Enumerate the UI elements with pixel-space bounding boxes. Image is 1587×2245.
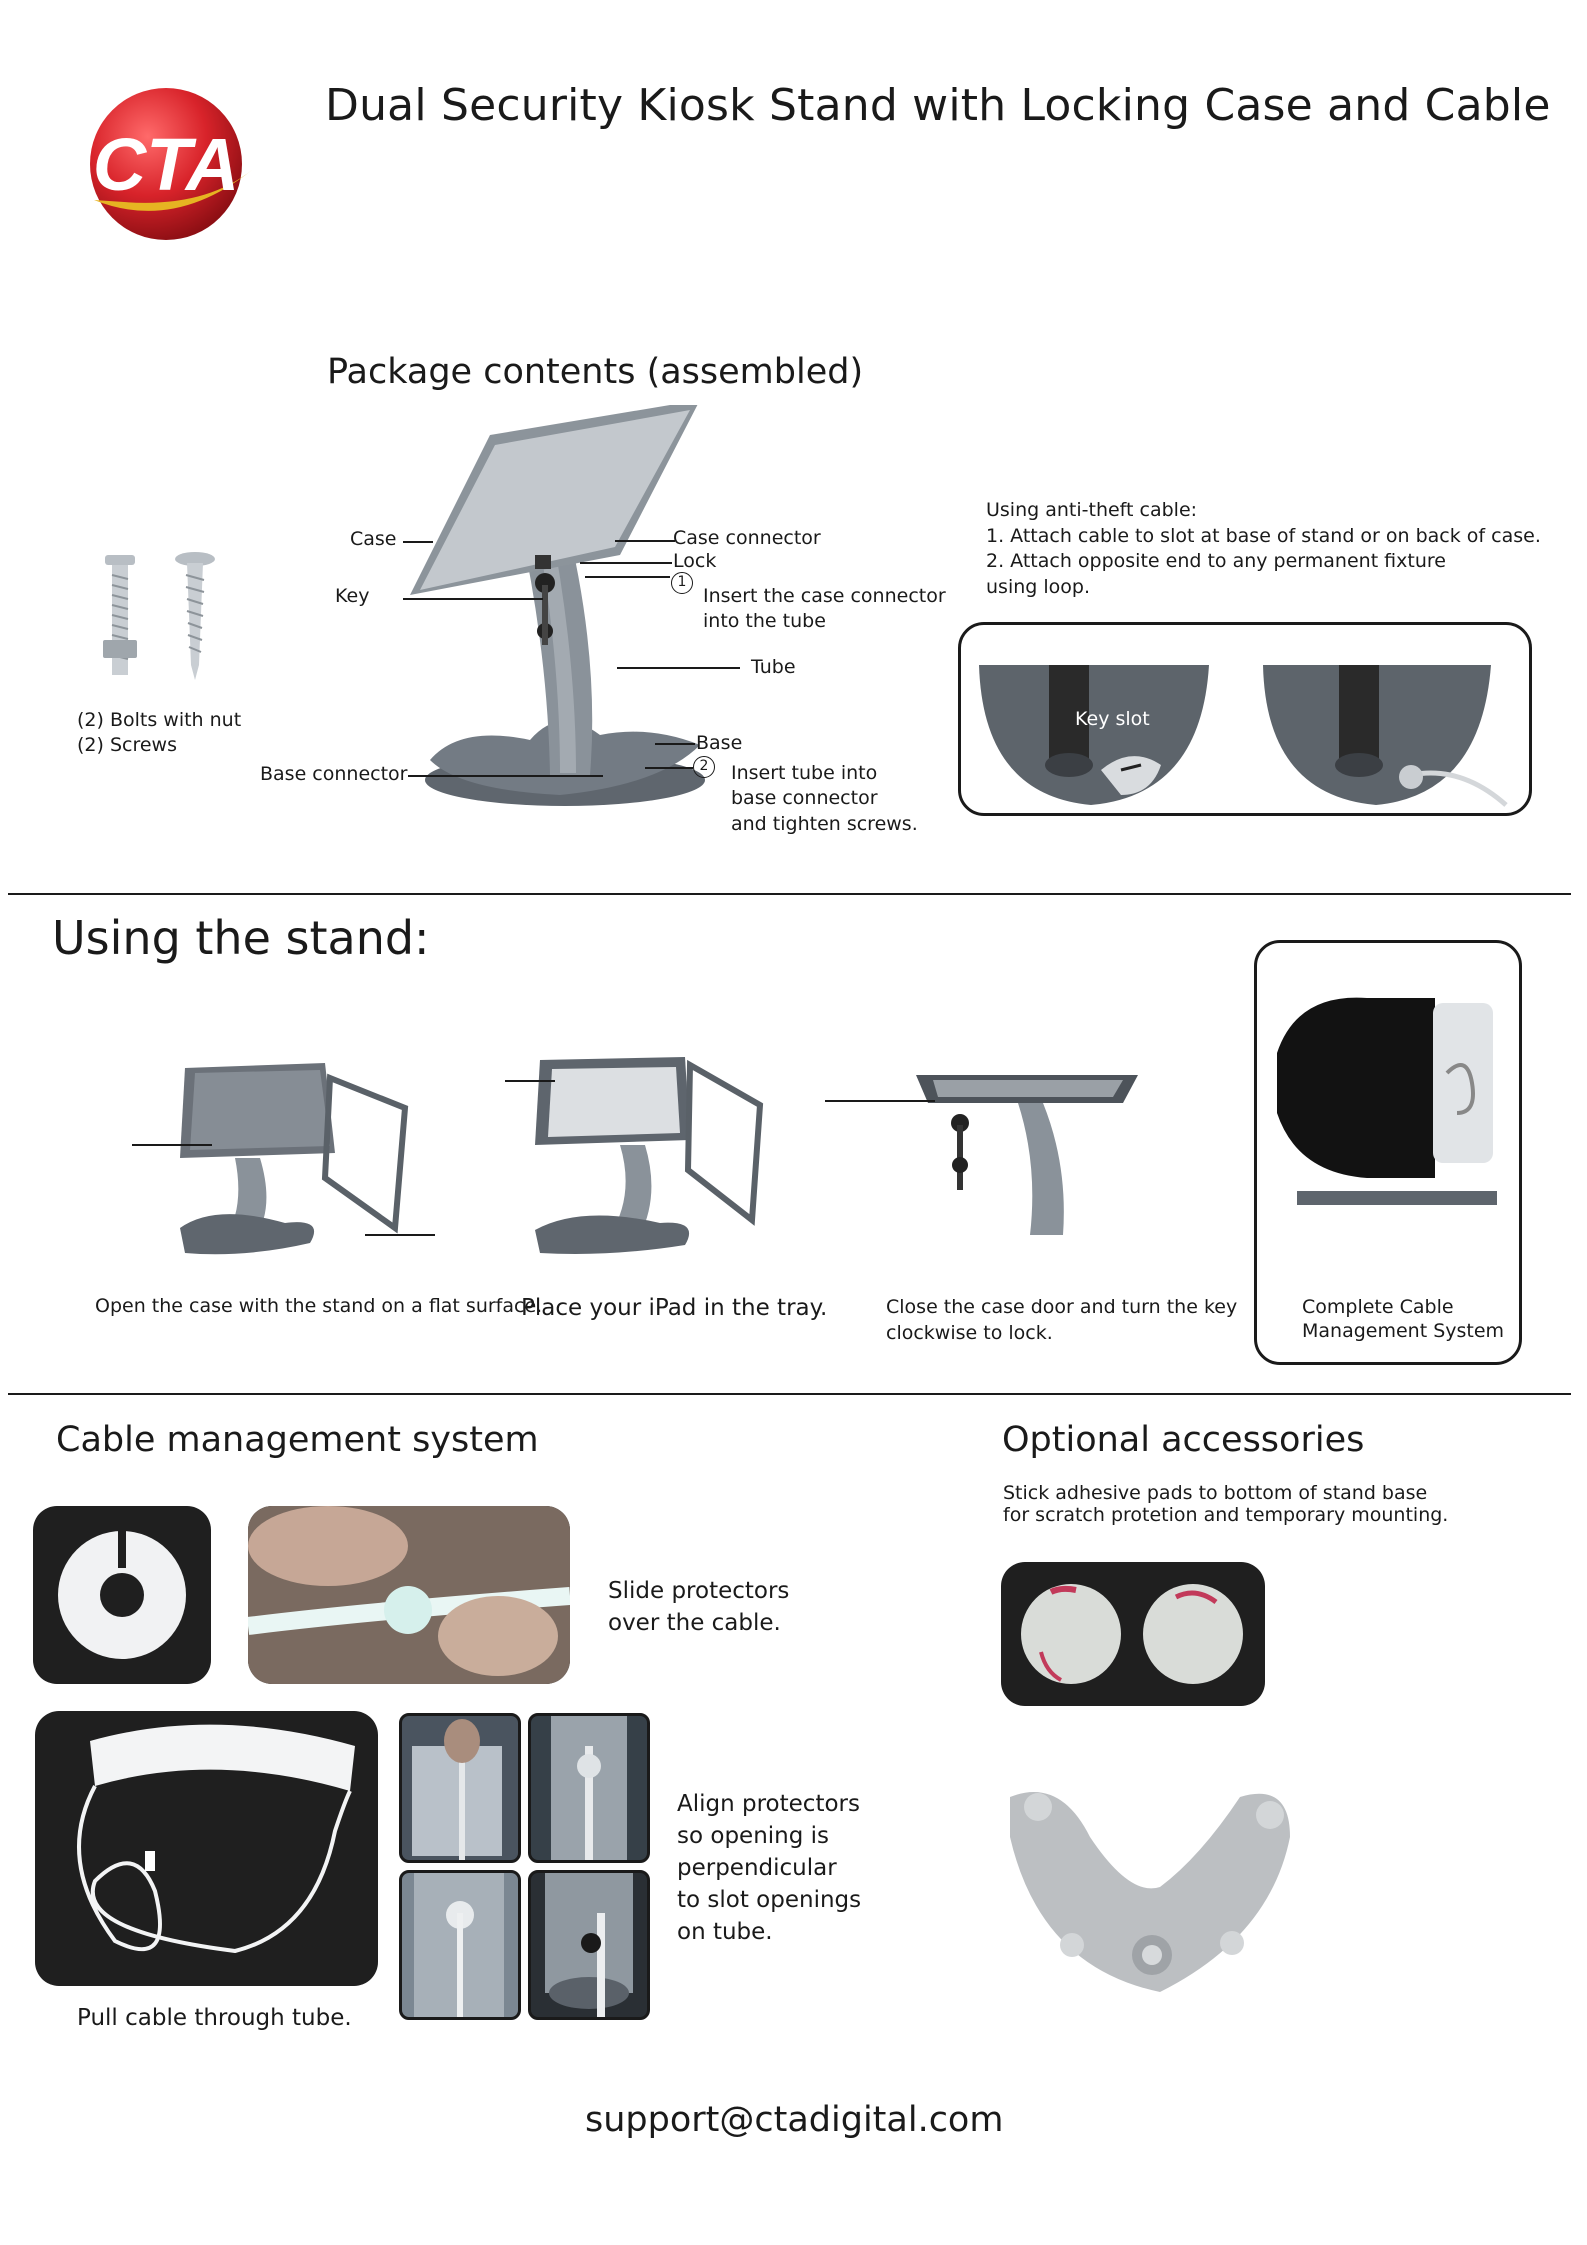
screws-label: (2) Screws [77, 734, 177, 756]
bolts-screws-photo [95, 545, 255, 695]
using-heading: Using the stand: [52, 911, 430, 965]
base-label: Base [696, 732, 743, 754]
logo-text: CTA [92, 123, 240, 206]
step-place-ipad-image [510, 1045, 790, 1260]
cms-line2: Management System [1302, 1320, 1505, 1342]
key-label: Key [335, 585, 370, 607]
align-line4: to slot openings [677, 1887, 862, 1913]
cable-routing-photo [35, 1711, 378, 1986]
tube-photo-3 [399, 1870, 521, 2020]
package-heading: Package contents (assembled) [327, 352, 864, 392]
tube-photo-1 [399, 1713, 521, 1863]
step2-number: 2 [693, 754, 719, 780]
step1-line2: into the tube [703, 610, 826, 632]
align-line2: so opening is [677, 1823, 830, 1849]
cable-intro: Using anti-theft cable: [986, 499, 1198, 521]
align-line5: on tube. [677, 1919, 773, 1945]
accessories-heading: Optional accessories [1002, 1420, 1365, 1460]
stand-base-underside-image [1000, 1777, 1300, 2007]
lock-label: Lock [673, 550, 717, 572]
accessories-line2: for scratch protetion and temporary mounting. [1003, 1504, 1449, 1526]
accessories-line1: Stick adhesive pads to bottom of stand base [1003, 1482, 1428, 1504]
support-email[interactable]: support@ctadigital.com [585, 2100, 1004, 2140]
step-lock-case-image [838, 1045, 1158, 1245]
key-slot-label: Key slot [1075, 708, 1150, 730]
step2-line3: and tighten screws. [731, 813, 918, 835]
align-line1: Align protectors [677, 1791, 860, 1817]
step1-line1: Insert the case connector [703, 585, 946, 607]
protector-photo [33, 1506, 211, 1684]
section-divider-2 [8, 1393, 1571, 1395]
section-divider-1 [8, 893, 1571, 895]
cable-step2: 2. Attach opposite end to any permanent fixture [986, 550, 1446, 572]
pull-cable-text: Pull cable through tube. [77, 2005, 352, 2031]
cable-step2-cont: using loop. [986, 576, 1090, 598]
step-place-ipad-text: Place your iPad in the tray. [521, 1295, 828, 1321]
step1-number: 1 [671, 570, 697, 596]
align-line3: perpendicular [677, 1855, 837, 1881]
slide-protectors-photo [248, 1506, 570, 1684]
tube-photo-2 [528, 1713, 650, 1863]
slide-line1: Slide protectors [608, 1578, 790, 1604]
bolts-label: (2) Bolts with nut [77, 709, 242, 731]
tube-photo-4 [528, 1870, 650, 2020]
cta-logo [84, 82, 260, 242]
anti-theft-cable-frame [958, 622, 1532, 816]
case-label: Case [350, 528, 397, 550]
case-connector-label: Case connector [673, 527, 821, 549]
base-connector-label: Base connector [260, 763, 408, 785]
step-lock-line2: clockwise to lock. [886, 1322, 1053, 1344]
cable-step1: 1. Attach cable to slot at base of stand or on back of case. [986, 525, 1541, 547]
assembled-stand-image [400, 405, 710, 815]
step2-line2: base connector [731, 787, 878, 809]
tube-label: Tube [751, 656, 796, 678]
cms-line1: Complete Cable [1302, 1296, 1454, 1318]
adhesive-pads-photo [1001, 1562, 1265, 1706]
step2-line1: Insert tube into [731, 762, 878, 784]
page-title: Dual Security Kiosk Stand with Locking Case and Cable [325, 80, 1551, 131]
cable-management-frame [1254, 940, 1522, 1365]
slide-line2: over the cable. [608, 1610, 781, 1636]
step-lock-line1: Close the case door and turn the key [886, 1296, 1238, 1318]
step-open-case-text: Open the case with the stand on a flat surface. [95, 1295, 543, 1317]
step-open-case-image [125, 1048, 445, 1258]
cable-mgmt-heading: Cable management system [56, 1420, 539, 1460]
